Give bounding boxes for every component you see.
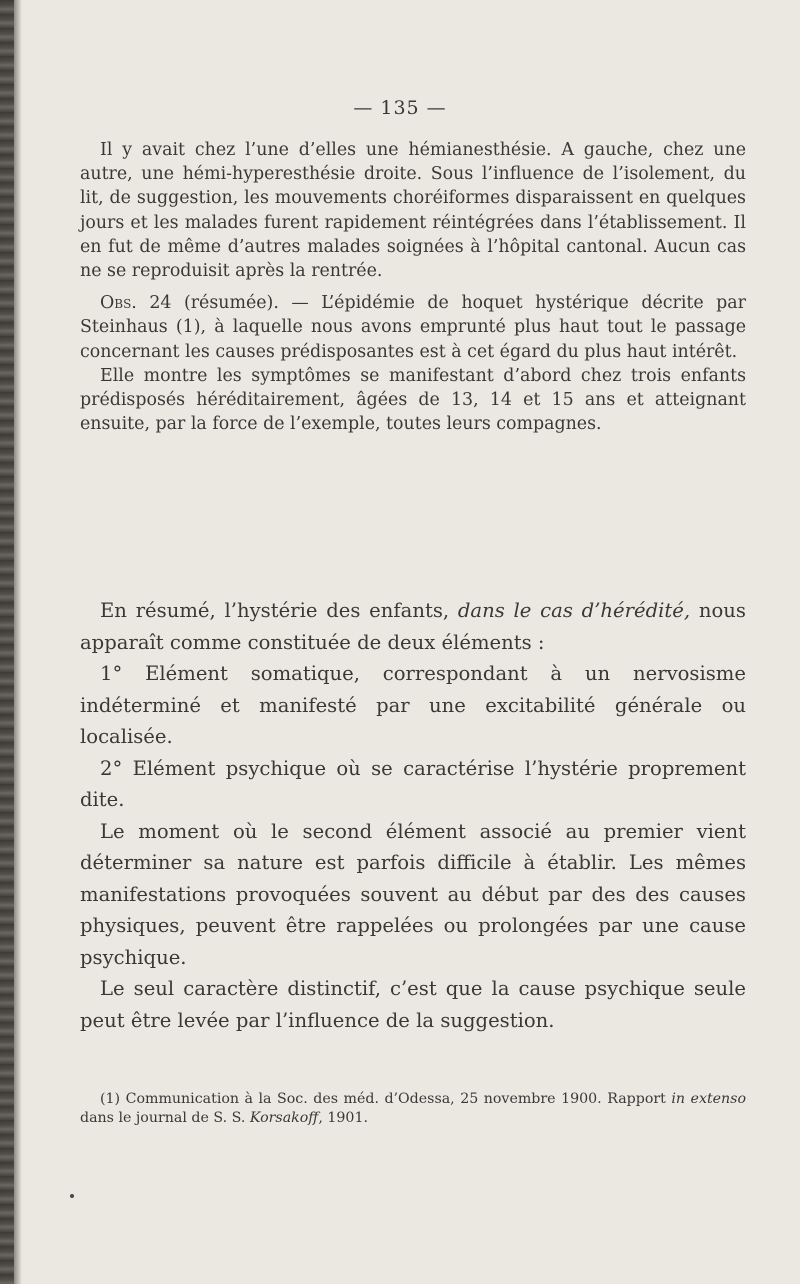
footnote-text-b: dans le journal de S. S.: [80, 1110, 250, 1126]
paragraph-moment: Le moment où le second élément associé au premier vient déterminer sa nature est parfois difficile à établir. Les mêmes manifestations provoquées souvent au début par des des causes physiques, peuvent être rappelées ou prolongées par une cause psychique.: [80, 819, 746, 969]
obs-number: 24 (résumée). —: [136, 293, 322, 314]
paragraph-element-somatique: 1° Elément somatique, correspondant à un nervosisme indéterminé et manifesté par une excitabilité générale ou localisée.: [80, 662, 746, 748]
footnote-text-a: (1) Communication à la Soc. des méd. d’Odessa, 25 novembre 1900. Rapport: [100, 1091, 672, 1107]
footnote-italic-2: Korsakoff: [249, 1110, 319, 1126]
resume-italic: dans le cas d’hérédité,: [457, 599, 691, 622]
book-binding-edge: [0, 0, 14, 1284]
paragraph-hemianesthesie: Il y avait chez l’une d’elles une hémianesthésie. A gauche, chez une autre, une hémi-hyperesthésie droite. Sous l’influence de l’isolement, du lit, de suggestion, les mouvements choréiformes disparaissent en quelques jours et les malades furent rapidement réintégrées dans l’établissement. Il en fut de même d’autres malades soignées à l’hôpital cantonal. Aucun cas ne se reproduisit après la rentrée.: [80, 140, 746, 282]
page-gutter-shadow: [14, 0, 22, 1284]
paragraph-caractere: Le seul caractère distinctif, c’est que la cause psychique seule peut être levée par l’influence de la suggestion.: [80, 977, 746, 1032]
resume-text-end: nous apparaît comme constituée de deux éléments :: [80, 599, 746, 654]
footnote-text-c: , 1901.: [318, 1110, 368, 1126]
resume-text-start: En résumé, l’hystérie des enfants,: [100, 599, 458, 622]
page-number-header: — 135 —: [353, 97, 447, 119]
obs-label: Obs.: [100, 293, 137, 314]
ink-speck: [70, 1194, 74, 1198]
paragraph-resume: [80, 595, 746, 658]
footnote-italic-1: in extenso: [671, 1091, 746, 1107]
paragraph-element-psychique: 2° Elément psychique où se caractérise l’hystérie proprement dite.: [80, 756, 746, 811]
obs-text: L’épidémie de hoquet hystérique décrite par Steinhaus (1), à laquelle nous avons emprunté plus haut tout le passage concernant les causes prédisposantes est à cet égard du plus haut intérêt.: [80, 293, 746, 362]
summary-text-block: [80, 595, 746, 1036]
paragraph-symptomes: Elle montre les symptômes se manifestant d’abord chez trois enfants prédisposés héréditairement, âgées de 13, 14 et 15 ans et atteignant ensuite, par la force de l’exemple, toutes leurs compagnes.: [80, 365, 746, 435]
footnote-1: [80, 1090, 746, 1128]
footnote-block: [80, 1090, 746, 1128]
intro-text-block: [80, 138, 746, 436]
paragraph-obs-24: [80, 291, 746, 364]
